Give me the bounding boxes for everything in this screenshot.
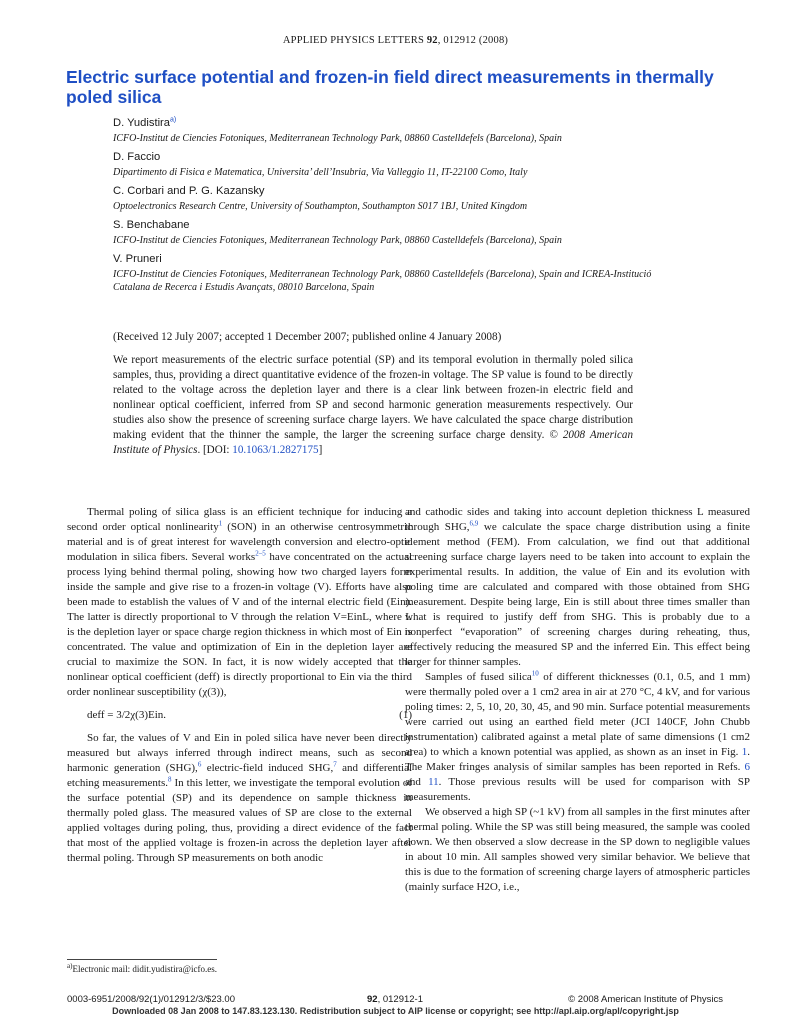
left-column — [67, 505, 412, 866]
received-dates: (Received 12 July 2007; accepted 1 December 2007; published online 4 January 2008) — [113, 331, 502, 343]
footer-issn: 0003-6951/2008/92(1)/012912/3/$23.00 — [67, 994, 235, 1005]
author-block — [113, 219, 673, 247]
author-affiliation: Optoelectronics Research Centre, University of Southampton, Southampton S017 1BJ, United Kingdom — [113, 201, 528, 212]
figure-link[interactable]: 1 — [741, 746, 748, 758]
download-notice: Downloaded 08 Jan 2008 to 147.83.123.130. Redistribution subject to AIP license or copyright; see http://apl.aip.org/apl/copyright.jsp — [112, 1006, 679, 1016]
equation: deff = 3/2χ(3)Ein. — [87, 709, 167, 721]
author-block — [113, 253, 673, 294]
author-affiliation: ICFO-Institut de Ciencies Fotoniques, Mediterranean Technology Park, 08860 Castelldefels (Barcelona), Spain — [113, 133, 562, 144]
paper-title: Electric surface potential and frozen-in field direct measurements in thermally poled silica — [66, 67, 714, 107]
reference-link[interactable]: 7 — [333, 760, 337, 769]
right-column — [405, 505, 750, 895]
footnote: $^{a)}$Electronic mail: didit.yudistira@icfo.es. — [67, 962, 217, 974]
author-block — [113, 151, 673, 179]
abstract: We report measurements of the electric surface potential (SP) and its temporal evolution in thermally poled silica samples, thus, providing a direct quantitative evidence of the frozen-in voltage. The SP value is found to be directly related to the voltage across the depletion layer and there is a clear link between frozen-in electric field and nonlinear optical coefficient, inferred from SP and second harmonic generation measurements respectively. Our studies also show the presence of screening surface charge layers. We have calculated the space charge distribution making evident that the thinner the sample, the larger the screening surface charge density. © 2008 American Institute of Physics. [DOI: 10.1063/1.2827175] — [113, 354, 633, 456]
body-paragraph: So far, the values of V and Ein in poled silica have never been directly measured but always inferred through indirect means, such as second harmonic generation (SHG),$^6$ electric-field induced SHG,$^7$ and differential etching measurements.$^8$ In this letter, we investigate the temporal evolution of the surface potential (SP) and its dependence on sample thickness in thermally poled glass. The measured values of SP are close to the external applied voltages during poling, thus, providing a direct evidence of the fact that most of the applied voltage is frozen-in across the depletion layer after thermal poling. Through SP measurements on both anodic — [67, 732, 413, 864]
author-affiliation: ICFO-Institut de Ciencies Fotoniques, Mediterranean Technology Park, 08860 Castelldefels (Barcelona), Spain — [113, 235, 562, 246]
reference-link[interactable]: 1 — [218, 519, 223, 528]
body-paragraph: We observed a high SP (~1 kV) from all samples in the first minutes after thermal poling. While the SP was still being measured, the sample was cooled down. We then observed a slow decrease in the SP down to negligible values in about 10 min. All samples showed very similar behavior. We believe that this is due to the formation of screening charge layers of atmospheric particles (mainly surface H2O, i.e., — [405, 806, 750, 893]
footnote-link[interactable]: a) — [170, 116, 177, 124]
author-name: D. Faccio — [113, 151, 161, 163]
reference-link[interactable]: 6,9 — [469, 519, 479, 528]
body-paragraph: and cathodic sides and taking into account depletion thickness L measured through SHG,$^{6,9}$ we calculate the space charge distribution using a finite element method (FEM). From calculation, we find out that additional screening surface charge layers need to be taken into account to explain the experimental results. In addition, the value of Ein and its evolution with poling time are calculated and compared with those obtained from SHG measurement. Despite being large, Ein is still about three times smaller than what is required to justify deff from SHG. This is probably due to a nonperfect “evaporation” of screening charges during reheating, thus, effectively reducing the measured SP and the inferred Ein. This effect being larger for thinner samples. — [405, 506, 750, 668]
reference-link[interactable]: 2–5 — [255, 549, 266, 558]
author-name: S. Benchabane — [113, 219, 190, 231]
reference-link[interactable]: 6 — [744, 761, 750, 773]
footer-copyright: © 2008 American Institute of Physics — [568, 994, 723, 1005]
equation-number: (1) — [399, 709, 412, 721]
reference-link[interactable]: 10 — [531, 669, 539, 678]
body-paragraph: Samples of fused silica$^{10}$ of different thicknesses (0.1, 0.5, and 1 mm) were thermally poled over a 1 cm2 area in air at 270 °C, 4 kV, and for various poling times: 2, 5, 10, 20, 30, 45, and 90 min. Surface potential measurements were carried out using an earthed field meter (JCI 140CF, John Chubb instrumentation) calibrated against a metal plate of same dimensions (1 cm2 area) to which a known potential was applied, as shown as an inset in Fig. 1. The Maker fringes analysis of similar samples has been reported in Refs. 6 and 11. Those previous results will be used for comparison with SP measurements. — [405, 669, 750, 803]
doi-link[interactable]: 10.1063/1.2827175 — [232, 444, 319, 456]
reference-link[interactable]: 6 — [197, 760, 202, 769]
footnote-divider — [67, 959, 217, 960]
author-block — [113, 117, 673, 145]
author-affiliation: Dipartimento di Fisica e Matematica, Universita’ dell’Insubria, Via Valleggio 11, IT-22100 Como, Italy — [113, 167, 528, 178]
body-paragraph: Thermal poling of silica glass is an efficient technique for inducing a second order optical nonlinearity$^1$ (SON) in an otherwise centrosymmetric material and is of great interest for wavelength conversion and electro-optic modulation in silica fibers. Several works$^{2-5}$ have concentrated on the actual process lying behind thermal poling, showing how two charged layers form inside the sample and give rise to a frozen-in voltage (V). Efforts have also been made to establish the values of V and of the internal electric field (Ein). The latter is directly proportional to V through the relation V=EinL, where L is the depletion layer or space charge region thickness in which most of Ein is concentrated. The value and optimization of Ein in the depletion layer are crucial to maximize the SON. In fact, it is now widely accepted that the nonlinear optical coefficient (deff) is directly proportional to Ein via the third order nonlinear susceptibility (χ(3)), — [67, 506, 413, 698]
author-block — [113, 185, 673, 213]
author-name: D. Yudistira — [113, 117, 171, 129]
reference-link[interactable]: 8 — [168, 775, 172, 784]
journal-header: APPLIED PHYSICS LETTERS 92, 012912 (2008) — [282, 35, 509, 46]
author-affiliation: ICFO-Institut de Ciencies Fotoniques, Mediterranean Technology Park, 08860 Castelldefels (Barcelona), Spain and ICREA-Institució Catalana de Recerca i Estudis Avançats, 08010 Barcelona, Spain — [113, 269, 652, 293]
footer-page-number: 92, 012912-1 — [367, 994, 424, 1005]
abstract-copyright: © 2008 American Institute of Physics — [113, 429, 633, 456]
reference-link[interactable]: 11 — [428, 776, 439, 788]
author-name: C. Corbari and P. G. Kazansky — [113, 185, 265, 197]
author-list — [113, 117, 673, 300]
author-name: V. Pruneri — [113, 253, 162, 265]
equation-1 — [87, 708, 412, 723]
